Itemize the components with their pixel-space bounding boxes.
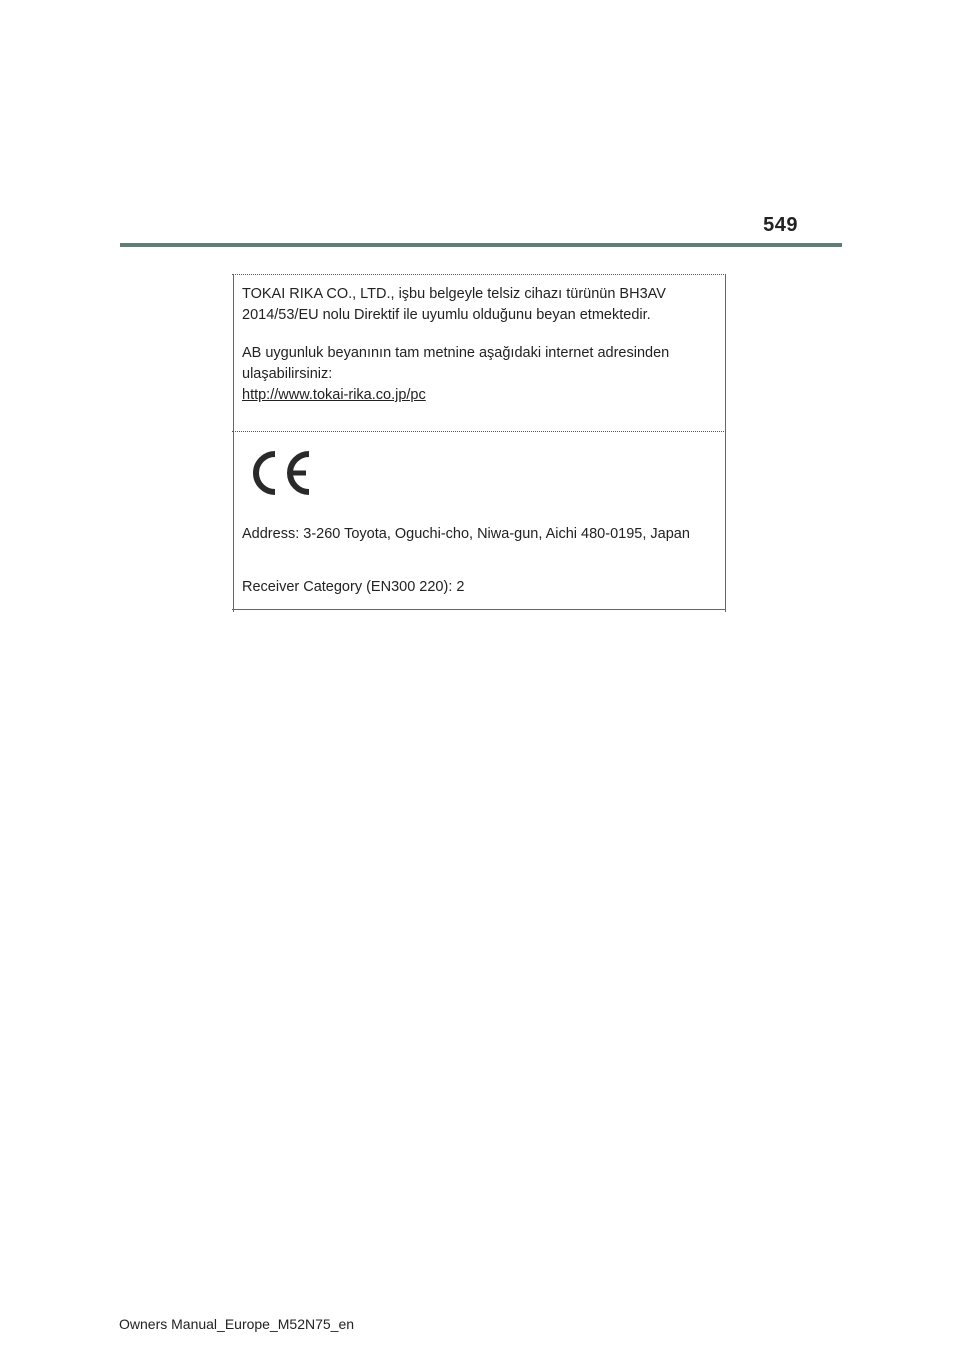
declaration-line-4: ulaşabilirsiniz: [242,366,333,382]
declaration-link[interactable]: http://www.tokai-rika.co.jp/pc [242,387,426,403]
ce-mark-icon [248,448,314,498]
address-text: Address: 3-260 Toyota, Oguchi-cho, Niwa-gun, Aichi 480-0195, Japan [242,526,690,542]
declaration-line-1: TOKAI RIKA CO., LTD., işbu belgeyle telsiz cihazı türünün BH3AV [242,286,666,302]
footer-text: Owners Manual_Europe_M52N75_en [119,1316,355,1332]
frame-top-border [232,274,726,275]
frame-divider [232,431,726,432]
declaration-scan [232,274,726,612]
frame-bottom-border [232,609,726,610]
frame-left-border [233,274,234,612]
page-number: 549 [763,214,798,236]
frame-right-border [725,274,726,612]
header-rule [120,243,842,247]
receiver-category-text: Receiver Category (EN300 220): 2 [242,579,465,595]
declaration-line-3: AB uygunluk beyanının tam metnine aşağıdaki internet adresinden [242,345,670,361]
declaration-line-2: 2014/53/EU nolu Direktif ile uyumlu olduğunu beyan etmektedir. [242,307,651,323]
